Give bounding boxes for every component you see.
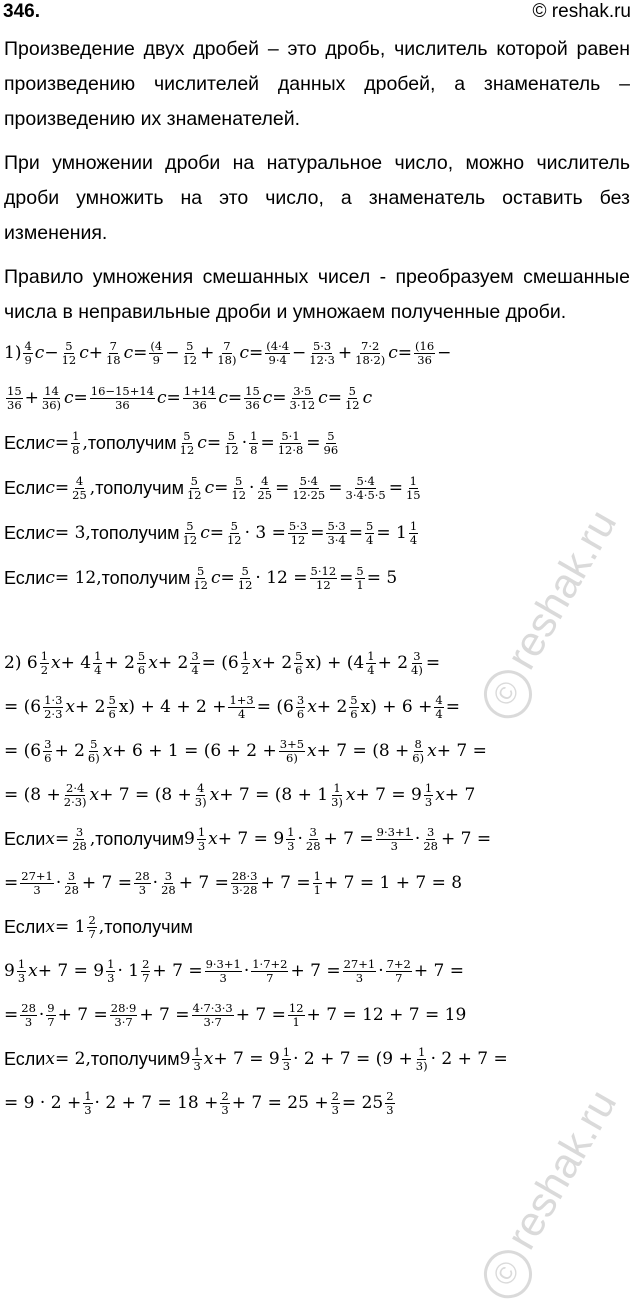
paragraph-rule-3: Правило умножения смешанных чисел - преобразуем смешанные числа в неправильные дроби и умножаем полученные дроби. [4,266,630,323]
math-line: 2) 6 $\frac{1}{2}$ x + 4 $\frac{1}{4}$ + 2 $\frac{5}{6}$ x + 2 $\frac{3}{4}$ = (6 $\frac{1}{2}$ x + 2 $\frac{5}{6}$ x) + (4 $\frac{1}{4}$ + 2 $\frac{3}{4)}$ = [4,648,441,677]
math-line: = 9 · 2 + $\frac{1}{3}$ · 2 + 7 = 18 + $\frac{2}{3}$ + 7 = 25 + $\frac{2}{3}$ = 25 $\frac{2}{3}$ [4,1088,394,1117]
paragraph-rule-1: Произведение двух дробей – это дробь, числитель которой равен произведению числителей данных дробей, а знаменатель – произведению их знаменателей. [4,38,630,130]
watermark-2: ©reshak.ru [470,1082,631,1307]
math-line: 9 $\frac{1}{3}$ x + 7 = 9 $\frac{1}{3}$ · 1 $\frac{2}{7}$ + 7 = $\frac{9\cdot 3+1}{3}$ · $\frac{1\cdot 7+2}{7}$ + 7 = $\frac{27+1}{3}$ · $\frac{7+2}{7}$ + 7 = [4,956,465,985]
math-line: 1) $\frac{4}{9}$ c − $\frac{5}{12}$ c + $\frac{7}{18}$ c = $\frac{(4}{9}$ − $\frac{5}{12}$ + $\frac{7}{18)}$ c = $\frac{(4\cdot 4}{9\cdot 4}$ − $\frac{5\cdot 3}{12\cdot 3}$ + $\frac{7\cdot 2}{18\cdot 2)}$ c = $\frac{(16}{36}$ − [4,338,452,367]
math-line: Если x = 2, то получим 9 $\frac{1}{3}$ x + 7 = 9 $\frac{1}{3}$ · 2 + 7 = (9 + $\frac{1}{3)}$ · 2 + 7 = [4,1044,508,1073]
math-line: Если c = 3, то получим $\frac{5}{12}$ c = $\frac{5}{12}$ · 3 = $\frac{5\cdot 3}{12}$ = $\frac{5\cdot 3}{3\cdot 4}$ = $\frac{5}{4}$ = 1 $\frac{1}{4}$ [4,518,418,547]
watermark: ©reshak.ru [470,502,631,727]
site-credit: © reshak.ru [532,1,631,22]
math-line: = $\frac{27+1}{3}$ · $\frac{3}{28}$ + 7 = $\frac{28}{3}$ · $\frac{3}{28}$ + 7 = $\frac{28\cdot 3}{3\cdot 28}$ + 7 = $\frac{1}{1}$ + 7 = 1 + 7 = 8 [4,868,463,897]
math-line: $\frac{15}{36}$ + $\frac{14}{36)}$ c = $\frac{16-15+14}{36}$ c = $\frac{1+14}{36}$ c = $\frac{15}{36}$ c = $\frac{3\cdot 5}{3\cdot 12}$ c = $\frac{5}{12}$ c [7,383,373,412]
math-line: = (8 + $\frac{2\cdot 4}{2\cdot 3)}$ x + 7 = (8 + $\frac{4}{3)}$ x + 7 = (8 + 1 $\frac{1}{3)}$ x + 7 = 9 $\frac{1}{3}$ x + 7 [4,780,476,809]
math-line: Если x = $\frac{3}{28}$ , то получим 9 $\frac{1}{3}$ x + 7 = 9 $\frac{1}{3}$ · $\frac{3}{28}$ + 7 = $\frac{9\cdot 3+1}{3}$ · $\frac{3}{28}$ + 7 = [4,824,492,853]
paragraph-rule-2: При умножении дроби на натуральное число, можно числитель дроби умножить на это число, а знаменатель оставить без изменения. [4,152,630,244]
header [0,0,635,32]
math-line: = (6 $\frac{1\cdot 3}{2\cdot 3}$ x + 2 $\frac{5}{6}$ x) + 4 + 2 + $\frac{1+3}{4}$ = (6 $\frac{3}{6}$ x + 2 $\frac{5}{6}$ x) + 6 + $\frac{4}{4}$ = [4,692,460,721]
problem-number: 346. [3,1,40,22]
math-line: Если c = $\frac{1}{8}$ , то получим $\frac{5}{12}$ c = $\frac{5}{12}$ · $\frac{1}{8}$ = $\frac{5\cdot 1}{12\cdot 8}$ = $\frac{5}{96}$ [4,428,339,457]
math-line: = $\frac{28}{3}$ · $\frac{9}{7}$ + 7 = $\frac{28\cdot 9}{3\cdot 7}$ + 7 = $\frac{4\cdot 7\cdot 3\cdot 3}{3\cdot 7}$ + 7 = $\frac{12}{1}$ + 7 = 12 + 7 = 19 [4,1000,467,1029]
math-line: Если c = 12, то получим $\frac{5}{12}$ c = $\frac{5}{12}$ · 12 = $\frac{5\cdot 12}{12}$ = $\frac{5}{1}$ = 5 [4,563,398,592]
math-line: = (6 $\frac{3}{6}$ + 2 $\frac{5}{6)}$ x + 6 + 1 = (6 + 2 + $\frac{3+5}{6)}$ x + 7 = (8 + $\frac{8}{6)}$ x + 7 = [4,736,487,765]
math-line: Если c = $\frac{4}{25}$ , то получим $\frac{5}{12}$ c = $\frac{5}{12}$ · $\frac{4}{25}$ = $\frac{5\cdot 4}{12\cdot 25}$ = $\frac{5\cdot 4}{3\cdot 4\cdot 5\cdot 5}$ = $\frac{1}{15}$ [4,473,421,502]
math-line: Если x = 1 $\frac{2}{7}$ , то получим [4,912,193,941]
